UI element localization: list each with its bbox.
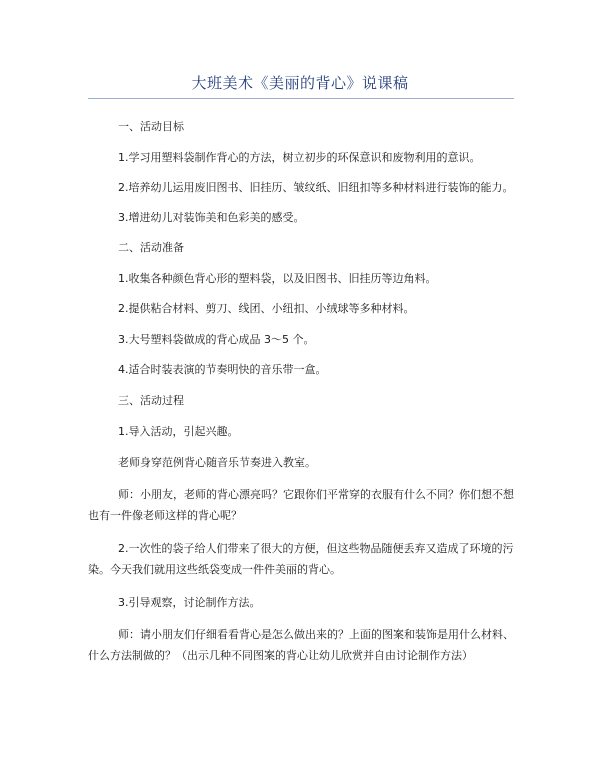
objective-item-3: 3.增进幼儿对装饰美和色彩美的感受。 xyxy=(118,211,305,224)
process-item-2: 老师身穿范例背心随音乐节奏进入教室。 xyxy=(118,456,316,469)
preparation-item-4: 4.适合时装表演的节奏明快的音乐带一盒。 xyxy=(118,363,327,376)
title-divider xyxy=(88,98,514,99)
objective-item-1: 1.学习用塑料袋制作背心的方法，树立初步的环保意识和废物利用的意识。 xyxy=(118,151,481,164)
process-item-3: 师：小朋友，老师的背心漂亮吗？它跟你们平常穿的衣服有什么不同？你们想不想也有一件像老师这样的背心呢？ xyxy=(88,488,514,522)
process-item-4: 2.一次性的袋子给人们带来了很大的方便，但这些物品随便丢弃又造成了环境的污染。今天我们就用这些纸袋变成一件件美丽的背心。 xyxy=(88,542,514,576)
section-heading-process: 三、活动过程 xyxy=(118,394,184,407)
document-title: 大班美术《美丽的背心》说课稿 xyxy=(191,74,409,92)
preparation-item-1: 1.收集各种颜色背心形的塑料袋，以及旧图书、旧挂历等边角料。 xyxy=(118,272,437,285)
process-item-5: 3.引导观察，讨论制作方法。 xyxy=(118,596,261,609)
preparation-item-2: 2.提供粘合材料、剪刀、线团、小纽扣、小绒球等多种材料。 xyxy=(118,302,415,315)
process-item-6: 师：请小朋友们仔细看看背心是怎么做出来的？上面的图案和装饰是用什么材料、什么方法制做的？（出示几种不同图案的背心让幼儿欣赏并自由讨论制作方法） xyxy=(88,628,514,662)
process-item-1: 1.导入活动，引起兴趣。 xyxy=(118,425,239,438)
section-heading-preparation: 二、活动准备 xyxy=(118,241,184,254)
section-heading-objectives: 一、活动目标 xyxy=(118,120,184,133)
objective-item-2: 2.培养幼儿运用废旧图书、旧挂历、皱纹纸、旧纽扣等多种材料进行装饰的能力。 xyxy=(118,181,514,194)
preparation-item-3: 3.大号塑料袋做成的背心成品 3～5 个。 xyxy=(118,333,315,346)
